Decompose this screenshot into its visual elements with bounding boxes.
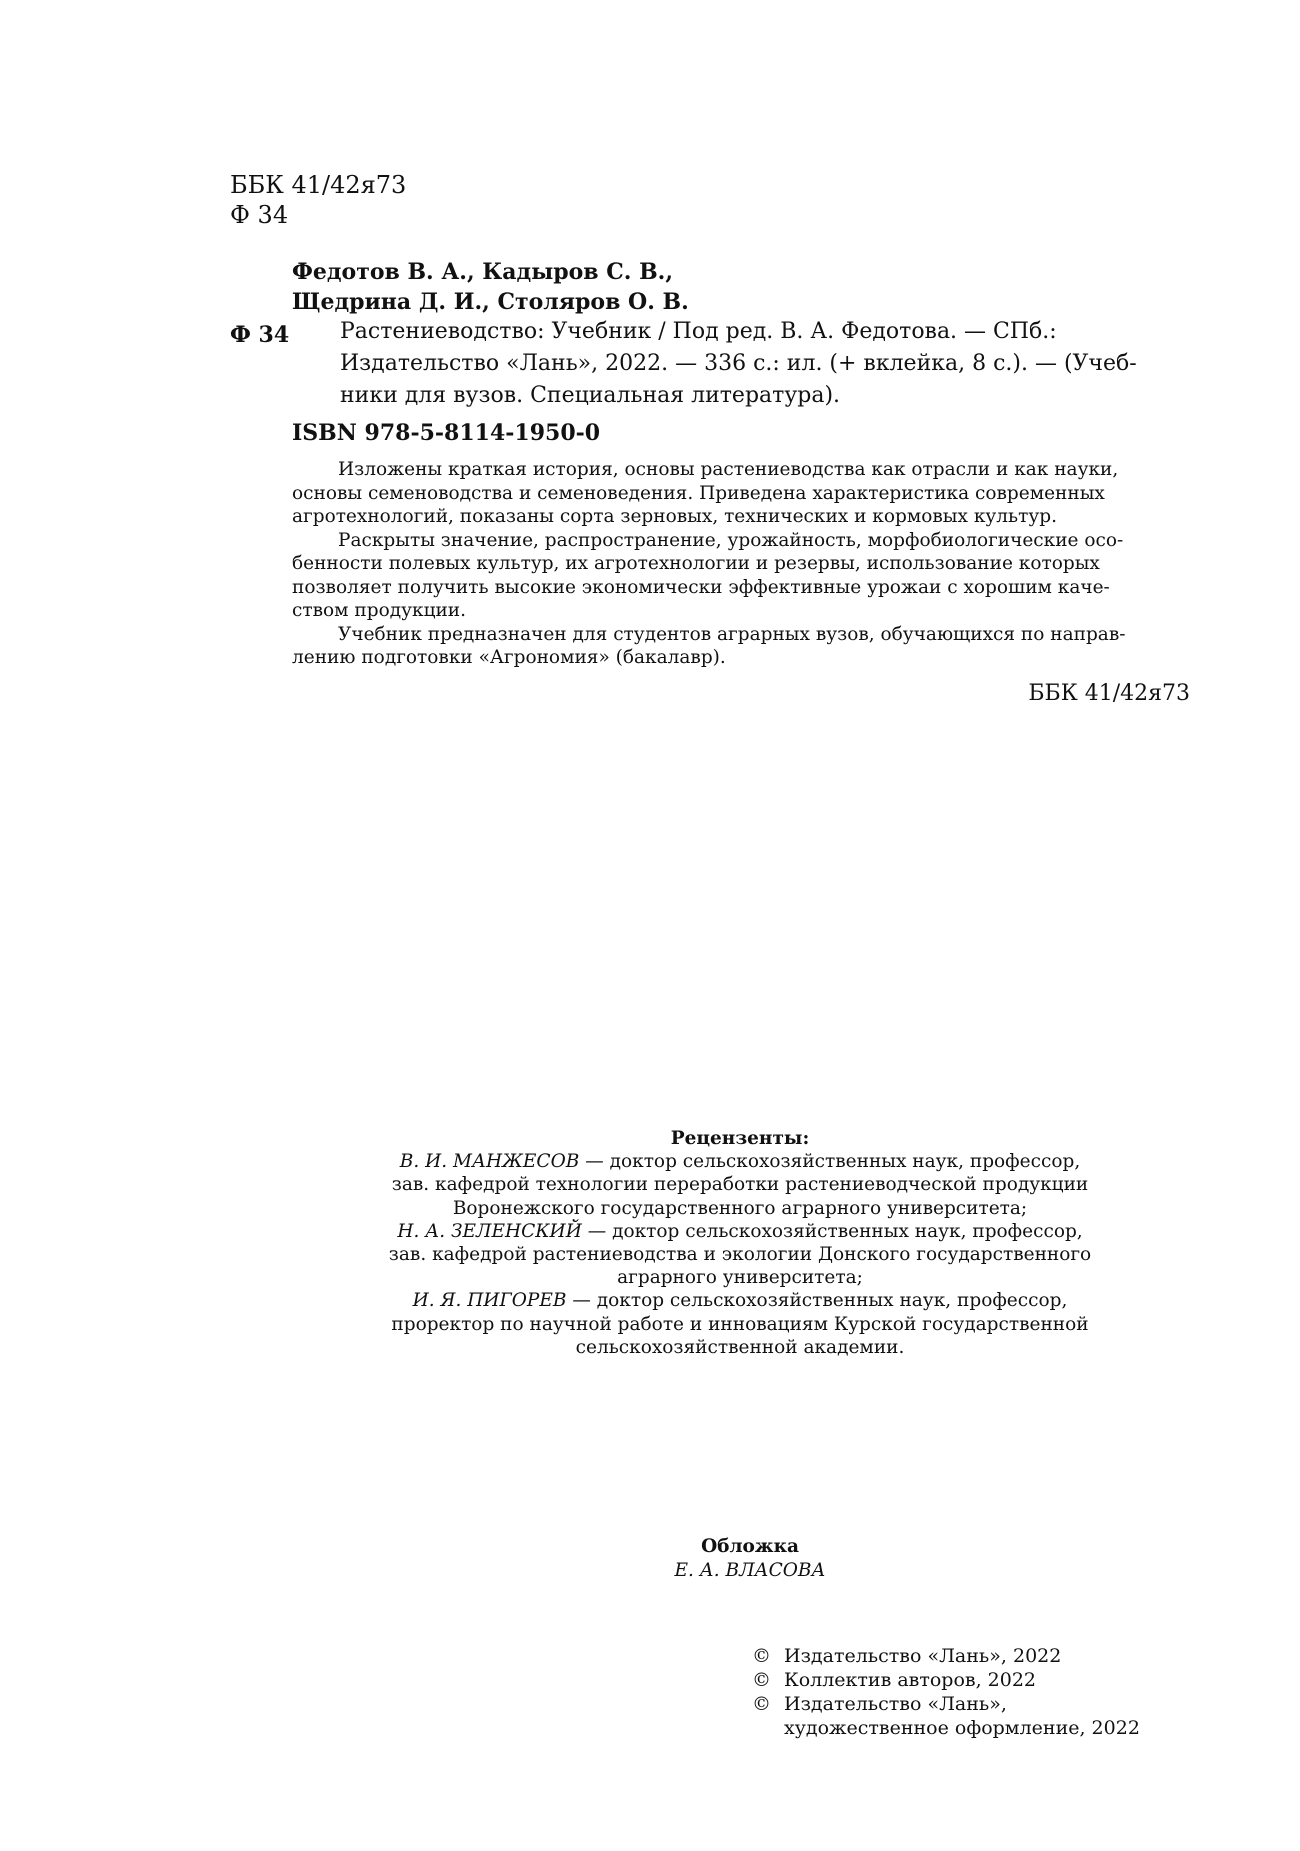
copyright-icon: © bbox=[752, 1645, 771, 1667]
bbk-code: ББК 41/42я73 bbox=[230, 171, 407, 199]
abstract-p1-line-1: Изложены краткая история, основы растениеводства как отрасли и как науки, bbox=[338, 459, 1119, 480]
abstract-p1-line-2: основы семеноводства и семеноведения. Приведена характеристика современных bbox=[292, 482, 1105, 504]
authors-line-1: Федотов В. А., Кадыров С. В., bbox=[292, 259, 673, 285]
abstract-p1-line-3: агротехнологий, показаны сорта зерновых, технических и кормовых культур. bbox=[292, 506, 1057, 527]
reviewer-3-name: И. Я. ПИГОРЕВ bbox=[412, 1290, 567, 1312]
copyright-icon: © bbox=[752, 1693, 771, 1715]
author-sign: Ф 34 bbox=[230, 201, 289, 229]
reviewer-2-line-2: зав. кафедрой растениеводства и экологии Донского государственного bbox=[388, 1244, 1092, 1266]
copyright-row-3 bbox=[752, 1692, 1140, 1716]
reviewer-2-name: Н. А. ЗЕЛЕНСКИЙ bbox=[397, 1220, 582, 1242]
cover-credit bbox=[500, 1535, 1000, 1583]
abstract bbox=[292, 458, 1190, 670]
abstract-p2-line-2: бенности полевых культур, их агротехнологии и резервы, использование которых bbox=[292, 553, 1100, 574]
reviewer-1-name: В. И. МАНЖЕСОВ bbox=[399, 1151, 580, 1173]
reviewers-block bbox=[300, 1127, 1180, 1359]
reviewer-1 bbox=[300, 1150, 1180, 1173]
copyright-row-1 bbox=[752, 1644, 1140, 1668]
copyright-row-2 bbox=[752, 1668, 1140, 1692]
abstract-p2-line-4: ством продукции. bbox=[292, 600, 467, 621]
cover-heading: Обложка bbox=[701, 1536, 799, 1557]
reviewer-1-title: — доктор сельскохозяйственных наук, профессор, bbox=[579, 1151, 1081, 1173]
reviewers-heading: Рецензенты: bbox=[670, 1128, 810, 1149]
reviewer-2 bbox=[300, 1220, 1180, 1243]
citation-line-2: Издательство «Лань», 2022. — 336 с.: ил. (+ вклейка, 8 с.). — (Учеб- bbox=[340, 351, 1137, 376]
copyright-line-1: Издательство «Лань», 2022 bbox=[784, 1645, 1062, 1667]
citation-line-3: ники для вузов. Специальная литература). bbox=[340, 383, 841, 408]
reviewer-3-line-3: сельскохозяйственной академии. bbox=[575, 1336, 905, 1358]
reviewer-3-title: — доктор сельскохозяйственных наук, профессор, bbox=[566, 1290, 1068, 1312]
copyright-line-3-continued: художественное оформление, 2022 bbox=[784, 1717, 1140, 1739]
reviewer-3-line-2: проректор по научной работе и инновациям Курской государственной bbox=[391, 1313, 1089, 1335]
reviewer-3 bbox=[300, 1289, 1180, 1312]
authors-line-2: Щедрина Д. И., Столяров О. В. bbox=[292, 289, 689, 315]
reviewer-1-line-3: Воронежского государственного аграрного университета; bbox=[452, 1197, 1028, 1219]
abstract-p3-line-1: Учебник предназначен для студентов аграрных вузов, обучающихся по направ- bbox=[338, 623, 1126, 645]
bbk-code-bottom: ББК 41/42я73 bbox=[1028, 681, 1190, 706]
reviewer-2-line-3: аграрного университета; bbox=[617, 1267, 863, 1289]
reviewer-2-title: — доктор сельскохозяйственных наук, профессор, bbox=[581, 1220, 1083, 1242]
copyright-line-2: Коллектив авторов, 2022 bbox=[784, 1669, 1037, 1691]
isbn: ISBN 978-5-8114-1950-0 bbox=[292, 420, 601, 446]
authors-block bbox=[292, 257, 689, 317]
bbk-header bbox=[230, 170, 406, 230]
citation-code: Ф 34 bbox=[230, 322, 290, 348]
abstract-p3-line-2: лению подготовки «Агрономия» (бакалавр). bbox=[292, 647, 726, 668]
citation-line-1: Растениеводство: Учебник / Под ред. В. А. Федотова. — СПб.: bbox=[340, 319, 1057, 344]
cover-designer: Е. А. ВЛАСОВА bbox=[674, 1560, 826, 1581]
reviewer-1-line-2: зав. кафедрой технологии переработки растениеводческой продукции bbox=[391, 1174, 1089, 1196]
copyright-block bbox=[752, 1644, 1140, 1740]
bibliographic-citation bbox=[340, 316, 1190, 412]
abstract-p2-line-3: позволяет получить высокие экономически эффективные урожаи с хорошим каче- bbox=[292, 576, 1110, 598]
abstract-p2-line-1: Раскрыты значение, распространение, урожайность, морфобиологические осо- bbox=[338, 529, 1124, 551]
copyright-line-3: Издательство «Лань», bbox=[784, 1693, 1007, 1715]
copyright-icon: © bbox=[752, 1669, 771, 1691]
